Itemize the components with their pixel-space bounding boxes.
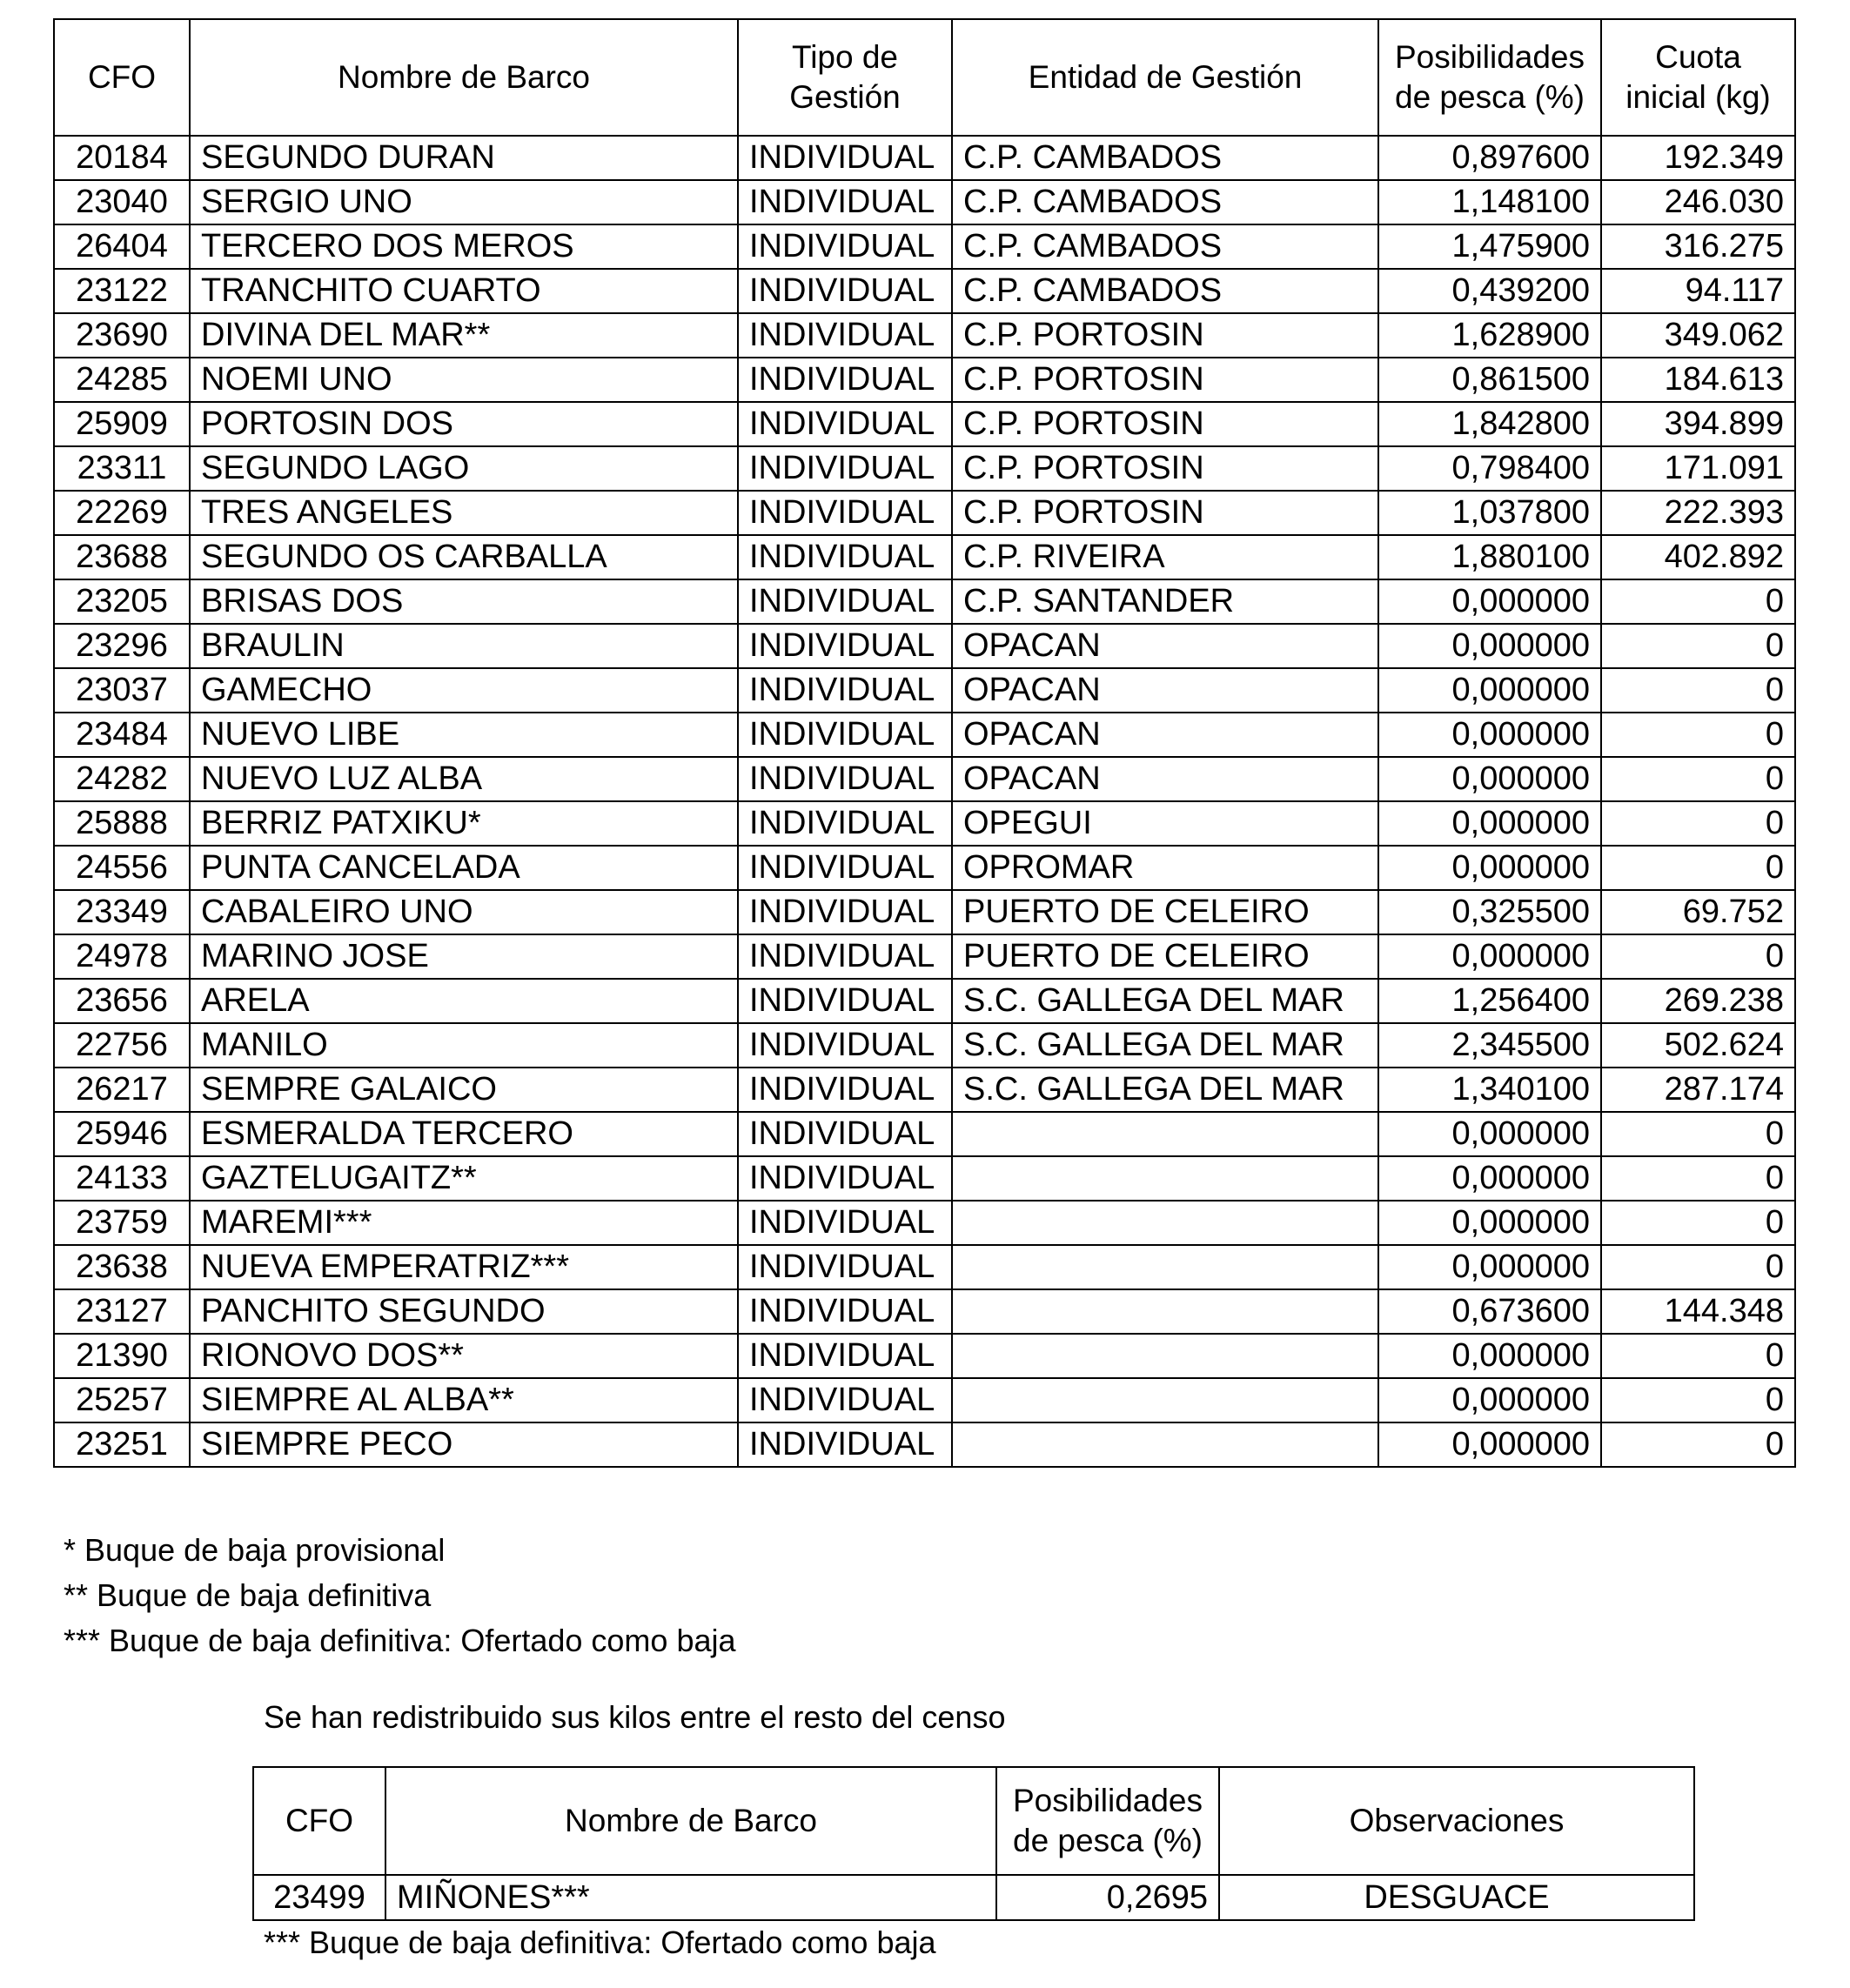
table-row <box>54 491 1795 535</box>
cell-entidad-gestion: C.P. PORTOSIN <box>952 402 1378 446</box>
cell-cuota: 0 <box>1601 846 1795 890</box>
header-tipo-gestion <box>738 19 952 136</box>
header-cuota <box>1601 19 1795 136</box>
cell-posibilidades: 1,037800 <box>1378 491 1601 535</box>
header-cuota-line1: Cuota <box>1655 39 1741 75</box>
cell-entidad-gestion: C.P. SANTANDER <box>952 579 1378 624</box>
cell-tipo-gestion: INDIVIDUAL <box>738 1289 952 1334</box>
cell-posibilidades: 0,000000 <box>1378 1245 1601 1289</box>
cell-cfo: 23759 <box>54 1201 190 1245</box>
cell-tipo-gestion: INDIVIDUAL <box>738 757 952 801</box>
table-row <box>54 1201 1795 1245</box>
cell-tipo-gestion: INDIVIDUAL <box>738 1378 952 1422</box>
cell-nombre-barco: MARINO JOSE <box>190 934 738 979</box>
cell-cuota: 222.393 <box>1601 491 1795 535</box>
cell-cuota: 0 <box>1601 934 1795 979</box>
cell-tipo-gestion: INDIVIDUAL <box>738 535 952 579</box>
cell-posibilidades: 1,880100 <box>1378 535 1601 579</box>
table-row <box>54 402 1795 446</box>
table-row <box>54 1245 1795 1289</box>
cell-posibilidades: 0,000000 <box>1378 1422 1601 1467</box>
table-row <box>54 624 1795 668</box>
cell-posibilidades: 0,000000 <box>1378 846 1601 890</box>
cell-cuota: 0 <box>1601 1201 1795 1245</box>
table-row <box>54 1112 1795 1156</box>
cell-nombre-barco: TRANCHITO CUARTO <box>190 269 738 313</box>
cell-cuota: 0 <box>1601 1156 1795 1201</box>
cell-nombre-barco: SEMPRE GALAICO <box>190 1068 738 1112</box>
table-row <box>54 579 1795 624</box>
cell-entidad-gestion: OPACAN <box>952 624 1378 668</box>
cell-cuota: 316.275 <box>1601 224 1795 269</box>
cell-entidad-gestion: S.C. GALLEGA DEL MAR <box>952 1023 1378 1068</box>
sub-header-cfo: CFO <box>253 1767 385 1875</box>
cell-tipo-gestion: INDIVIDUAL <box>738 624 952 668</box>
table-row <box>54 1334 1795 1378</box>
cell-cfo: 25888 <box>54 801 190 846</box>
cell-entidad-gestion: S.C. GALLEGA DEL MAR <box>952 979 1378 1023</box>
header-cfo: CFO <box>54 19 190 136</box>
cell-posibilidades: 0,000000 <box>1378 713 1601 757</box>
cell-nombre-barco: SIEMPRE AL ALBA** <box>190 1378 738 1422</box>
cell-nombre-barco: MAREMI*** <box>190 1201 738 1245</box>
table-row <box>54 668 1795 713</box>
cell-cuota: 184.613 <box>1601 358 1795 402</box>
cell-entidad-gestion <box>952 1422 1378 1467</box>
cell-tipo-gestion: INDIVIDUAL <box>738 491 952 535</box>
table-row <box>54 890 1795 934</box>
cell-cuota: 94.117 <box>1601 269 1795 313</box>
cell-tipo-gestion: INDIVIDUAL <box>738 358 952 402</box>
cell-cfo: 23656 <box>54 979 190 1023</box>
footnotes <box>64 1528 736 1663</box>
cell-posibilidades: 0,000000 <box>1378 1201 1601 1245</box>
cell-cuota: 0 <box>1601 668 1795 713</box>
header-posib-line2: de pesca (%) <box>1395 79 1585 115</box>
cell-posibilidades: 1,340100 <box>1378 1068 1601 1112</box>
cell-cfo: 23484 <box>54 713 190 757</box>
cell-cuota: 144.348 <box>1601 1289 1795 1334</box>
cell-tipo-gestion: INDIVIDUAL <box>738 1334 952 1378</box>
cell-tipo-gestion: INDIVIDUAL <box>738 446 952 491</box>
cell-cfo: 23205 <box>54 579 190 624</box>
cell-tipo-gestion: INDIVIDUAL <box>738 136 952 180</box>
cell-entidad-gestion: C.P. PORTOSIN <box>952 491 1378 535</box>
cell-cfo: 24556 <box>54 846 190 890</box>
cell-posibilidades: 0,000000 <box>1378 1378 1601 1422</box>
cell-nombre-barco: NOEMI UNO <box>190 358 738 402</box>
cell-nombre-barco: BERRIZ PATXIKU* <box>190 801 738 846</box>
cell-cfo: 24282 <box>54 757 190 801</box>
table-row <box>54 846 1795 890</box>
footnote-baja-definitiva: ** Buque de baja definitiva <box>64 1577 432 1613</box>
cell-tipo-gestion: INDIVIDUAL <box>738 180 952 224</box>
cell-cfo: 26217 <box>54 1068 190 1112</box>
cell-nombre-barco: GAZTELUGAITZ** <box>190 1156 738 1201</box>
cell-posibilidades: 0,439200 <box>1378 269 1601 313</box>
cell-tipo-gestion: INDIVIDUAL <box>738 1023 952 1068</box>
cell-nombre-barco: SIEMPRE PECO <box>190 1422 738 1467</box>
sub-header-observaciones: Observaciones <box>1219 1767 1694 1875</box>
cell-cuota: 402.892 <box>1601 535 1795 579</box>
cell-cfo: 24978 <box>54 934 190 979</box>
cell-cfo: 24285 <box>54 358 190 402</box>
cell-cuota: 0 <box>1601 1378 1795 1422</box>
table-row <box>54 535 1795 579</box>
cell-tipo-gestion: INDIVIDUAL <box>738 890 952 934</box>
cell-nombre-barco: NUEVO LUZ ALBA <box>190 757 738 801</box>
sub-header-posib-line2: de pesca (%) <box>1013 1823 1203 1858</box>
cell-cuota: 0 <box>1601 1245 1795 1289</box>
cell-cuota: 0 <box>1601 1112 1795 1156</box>
header-posib-line1: Posibilidades <box>1394 39 1585 75</box>
cell-tipo-gestion: INDIVIDUAL <box>738 801 952 846</box>
vessel-quota-table <box>53 18 1796 1468</box>
cell-posibilidades: 0,000000 <box>1378 757 1601 801</box>
cell-posibilidades: 0,000000 <box>1378 934 1601 979</box>
cell-posibilidades: 0,000000 <box>1378 1112 1601 1156</box>
cell-cuota: 394.899 <box>1601 402 1795 446</box>
table-row <box>54 269 1795 313</box>
cell-entidad-gestion: OPACAN <box>952 713 1378 757</box>
cell-cfo: 23349 <box>54 890 190 934</box>
table-row <box>54 136 1795 180</box>
cell-posibilidades: 1,256400 <box>1378 979 1601 1023</box>
cell-entidad-gestion: S.C. GALLEGA DEL MAR <box>952 1068 1378 1112</box>
cell-cfo: 23638 <box>54 1245 190 1289</box>
cell-cuota: 0 <box>1601 579 1795 624</box>
cell-cuota: 502.624 <box>1601 1023 1795 1068</box>
cell-entidad-gestion <box>952 1334 1378 1378</box>
table-row <box>54 224 1795 269</box>
cell-tipo-gestion: INDIVIDUAL <box>738 846 952 890</box>
cell-cfo: 23688 <box>54 535 190 579</box>
cell-nombre-barco: RIONOVO DOS** <box>190 1334 738 1378</box>
cell-nombre-barco: GAMECHO <box>190 668 738 713</box>
redistribution-note: Se han redistribuido sus kilos entre el resto del censo <box>264 1699 1006 1735</box>
cell-nombre-barco: BRISAS DOS <box>190 579 738 624</box>
cell-cfo: 25257 <box>54 1378 190 1422</box>
cell-nombre-barco: PUNTA CANCELADA <box>190 846 738 890</box>
cell-cfo: 22269 <box>54 491 190 535</box>
footnote-baja-provisional: * Buque de baja provisional <box>64 1532 446 1568</box>
header-cuota-line2: inicial (kg) <box>1625 79 1771 115</box>
cell-tipo-gestion: INDIVIDUAL <box>738 934 952 979</box>
sub-header-posib-line1: Posibilidades <box>1012 1783 1203 1818</box>
cell-nombre-barco: PORTOSIN DOS <box>190 402 738 446</box>
cell-tipo-gestion: INDIVIDUAL <box>738 224 952 269</box>
cell-entidad-gestion: C.P. PORTOSIN <box>952 358 1378 402</box>
cell-cfo: 23296 <box>54 624 190 668</box>
table-row <box>54 1378 1795 1422</box>
sub-cell-cfo: 23499 <box>253 1875 385 1920</box>
cell-cfo: 23122 <box>54 269 190 313</box>
cell-nombre-barco: ESMERALDA TERCERO <box>190 1112 738 1156</box>
cell-cfo: 20184 <box>54 136 190 180</box>
table-row <box>54 757 1795 801</box>
cell-cfo: 23040 <box>54 180 190 224</box>
cell-cfo: 24133 <box>54 1156 190 1201</box>
table-row <box>54 979 1795 1023</box>
cell-entidad-gestion: C.P. CAMBADOS <box>952 224 1378 269</box>
cell-posibilidades: 0,861500 <box>1378 358 1601 402</box>
cell-posibilidades: 0,325500 <box>1378 890 1601 934</box>
table-row <box>54 1422 1795 1467</box>
cell-nombre-barco: TRES ANGELES <box>190 491 738 535</box>
cell-posibilidades: 0,000000 <box>1378 668 1601 713</box>
cell-cuota: 287.174 <box>1601 1068 1795 1112</box>
cell-nombre-barco: SEGUNDO LAGO <box>190 446 738 491</box>
cell-tipo-gestion: INDIVIDUAL <box>738 1201 952 1245</box>
sub-cell-nombre-barco: MIÑONES*** <box>385 1875 996 1920</box>
table-row <box>54 446 1795 491</box>
cell-cfo: 23311 <box>54 446 190 491</box>
cell-cuota: 269.238 <box>1601 979 1795 1023</box>
cell-entidad-gestion: OPACAN <box>952 757 1378 801</box>
table-row <box>54 713 1795 757</box>
sub-header-nombre-barco: Nombre de Barco <box>385 1767 996 1875</box>
cell-posibilidades: 0,000000 <box>1378 1156 1601 1201</box>
cell-entidad-gestion <box>952 1378 1378 1422</box>
cell-posibilidades: 2,345500 <box>1378 1023 1601 1068</box>
table-row <box>54 1023 1795 1068</box>
cell-cuota: 349.062 <box>1601 313 1795 358</box>
cell-nombre-barco: TERCERO DOS MEROS <box>190 224 738 269</box>
header-tipo-line2: Gestión <box>789 79 901 115</box>
header-posibilidades <box>1378 19 1601 136</box>
table-row <box>54 180 1795 224</box>
cell-tipo-gestion: INDIVIDUAL <box>738 713 952 757</box>
cell-nombre-barco: NUEVA EMPERATRIZ*** <box>190 1245 738 1289</box>
cell-cuota: 69.752 <box>1601 890 1795 934</box>
cell-cfo: 25946 <box>54 1112 190 1156</box>
cell-tipo-gestion: INDIVIDUAL <box>738 313 952 358</box>
cell-tipo-gestion: INDIVIDUAL <box>738 979 952 1023</box>
cell-tipo-gestion: INDIVIDUAL <box>738 1245 952 1289</box>
cell-cuota: 0 <box>1601 713 1795 757</box>
sub-table-header-row <box>253 1767 1694 1875</box>
cell-entidad-gestion: C.P. RIVEIRA <box>952 535 1378 579</box>
cell-cuota: 0 <box>1601 757 1795 801</box>
cell-tipo-gestion: INDIVIDUAL <box>738 1422 952 1467</box>
cell-tipo-gestion: INDIVIDUAL <box>738 402 952 446</box>
cell-entidad-gestion: C.P. CAMBADOS <box>952 269 1378 313</box>
cell-cuota: 246.030 <box>1601 180 1795 224</box>
cell-cfo: 21390 <box>54 1334 190 1378</box>
sub-header-posibilidades <box>996 1767 1219 1875</box>
table-body <box>54 136 1795 1467</box>
cell-cuota: 171.091 <box>1601 446 1795 491</box>
cell-nombre-barco: ARELA <box>190 979 738 1023</box>
sub-footnote: *** Buque de baja definitiva: Ofertado como baja <box>264 1924 936 1960</box>
sub-table-body <box>253 1875 1694 1920</box>
cell-posibilidades: 0,798400 <box>1378 446 1601 491</box>
cell-tipo-gestion: INDIVIDUAL <box>738 1156 952 1201</box>
cell-entidad-gestion <box>952 1156 1378 1201</box>
cell-cuota: 0 <box>1601 1334 1795 1378</box>
table-row <box>54 934 1795 979</box>
cell-nombre-barco: CABALEIRO UNO <box>190 890 738 934</box>
header-entidad-gestion: Entidad de Gestión <box>952 19 1378 136</box>
cell-entidad-gestion: OPROMAR <box>952 846 1378 890</box>
cell-entidad-gestion: C.P. PORTOSIN <box>952 446 1378 491</box>
cell-posibilidades: 0,897600 <box>1378 136 1601 180</box>
cell-nombre-barco: NUEVO LIBE <box>190 713 738 757</box>
cell-tipo-gestion: INDIVIDUAL <box>738 1112 952 1156</box>
header-nombre-barco: Nombre de Barco <box>190 19 738 136</box>
cell-cuota: 0 <box>1601 624 1795 668</box>
cell-tipo-gestion: INDIVIDUAL <box>738 579 952 624</box>
cell-nombre-barco: SERGIO UNO <box>190 180 738 224</box>
cell-cuota: 0 <box>1601 1422 1795 1467</box>
cell-cfo: 23690 <box>54 313 190 358</box>
table-row <box>54 313 1795 358</box>
cell-posibilidades: 0,000000 <box>1378 579 1601 624</box>
table-row <box>54 358 1795 402</box>
cell-posibilidades: 0,673600 <box>1378 1289 1601 1334</box>
table-row <box>54 1156 1795 1201</box>
cell-cfo: 23037 <box>54 668 190 713</box>
footnote-ofertado-baja: *** Buque de baja definitiva: Ofertado como baja <box>64 1623 736 1658</box>
cell-cfo: 22756 <box>54 1023 190 1068</box>
table-row <box>54 801 1795 846</box>
cell-tipo-gestion: INDIVIDUAL <box>738 269 952 313</box>
cell-entidad-gestion <box>952 1201 1378 1245</box>
cell-entidad-gestion <box>952 1245 1378 1289</box>
table-row <box>54 1289 1795 1334</box>
cell-posibilidades: 0,000000 <box>1378 801 1601 846</box>
redistributed-vessel-table <box>252 1766 1695 1921</box>
cell-cfo: 23251 <box>54 1422 190 1467</box>
sub-table-row <box>253 1875 1694 1920</box>
cell-posibilidades: 0,000000 <box>1378 624 1601 668</box>
cell-entidad-gestion: OPACAN <box>952 668 1378 713</box>
cell-entidad-gestion: PUERTO DE CELEIRO <box>952 934 1378 979</box>
cell-cuota: 0 <box>1601 801 1795 846</box>
cell-entidad-gestion: OPEGUI <box>952 801 1378 846</box>
cell-nombre-barco: SEGUNDO OS CARBALLA <box>190 535 738 579</box>
cell-entidad-gestion: C.P. CAMBADOS <box>952 180 1378 224</box>
cell-nombre-barco: SEGUNDO DURAN <box>190 136 738 180</box>
cell-cfo: 25909 <box>54 402 190 446</box>
cell-entidad-gestion: C.P. PORTOSIN <box>952 313 1378 358</box>
sub-cell-posibilidades: 0,2695 <box>996 1875 1219 1920</box>
table-row <box>54 1068 1795 1112</box>
cell-nombre-barco: BRAULIN <box>190 624 738 668</box>
cell-entidad-gestion <box>952 1289 1378 1334</box>
cell-entidad-gestion: C.P. CAMBADOS <box>952 136 1378 180</box>
cell-posibilidades: 1,628900 <box>1378 313 1601 358</box>
cell-tipo-gestion: INDIVIDUAL <box>738 668 952 713</box>
cell-cfo: 23127 <box>54 1289 190 1334</box>
cell-tipo-gestion: INDIVIDUAL <box>738 1068 952 1112</box>
table-header-row <box>54 19 1795 136</box>
cell-cuota: 192.349 <box>1601 136 1795 180</box>
cell-entidad-gestion: PUERTO DE CELEIRO <box>952 890 1378 934</box>
cell-posibilidades: 1,842800 <box>1378 402 1601 446</box>
cell-entidad-gestion <box>952 1112 1378 1156</box>
cell-nombre-barco: MANILO <box>190 1023 738 1068</box>
cell-nombre-barco: DIVINA DEL MAR** <box>190 313 738 358</box>
cell-nombre-barco: PANCHITO SEGUNDO <box>190 1289 738 1334</box>
cell-posibilidades: 1,475900 <box>1378 224 1601 269</box>
header-tipo-line1: Tipo de <box>791 39 899 75</box>
sub-cell-observaciones: DESGUACE <box>1219 1875 1694 1920</box>
cell-posibilidades: 1,148100 <box>1378 180 1601 224</box>
cell-posibilidades: 0,000000 <box>1378 1334 1601 1378</box>
cell-cfo: 26404 <box>54 224 190 269</box>
